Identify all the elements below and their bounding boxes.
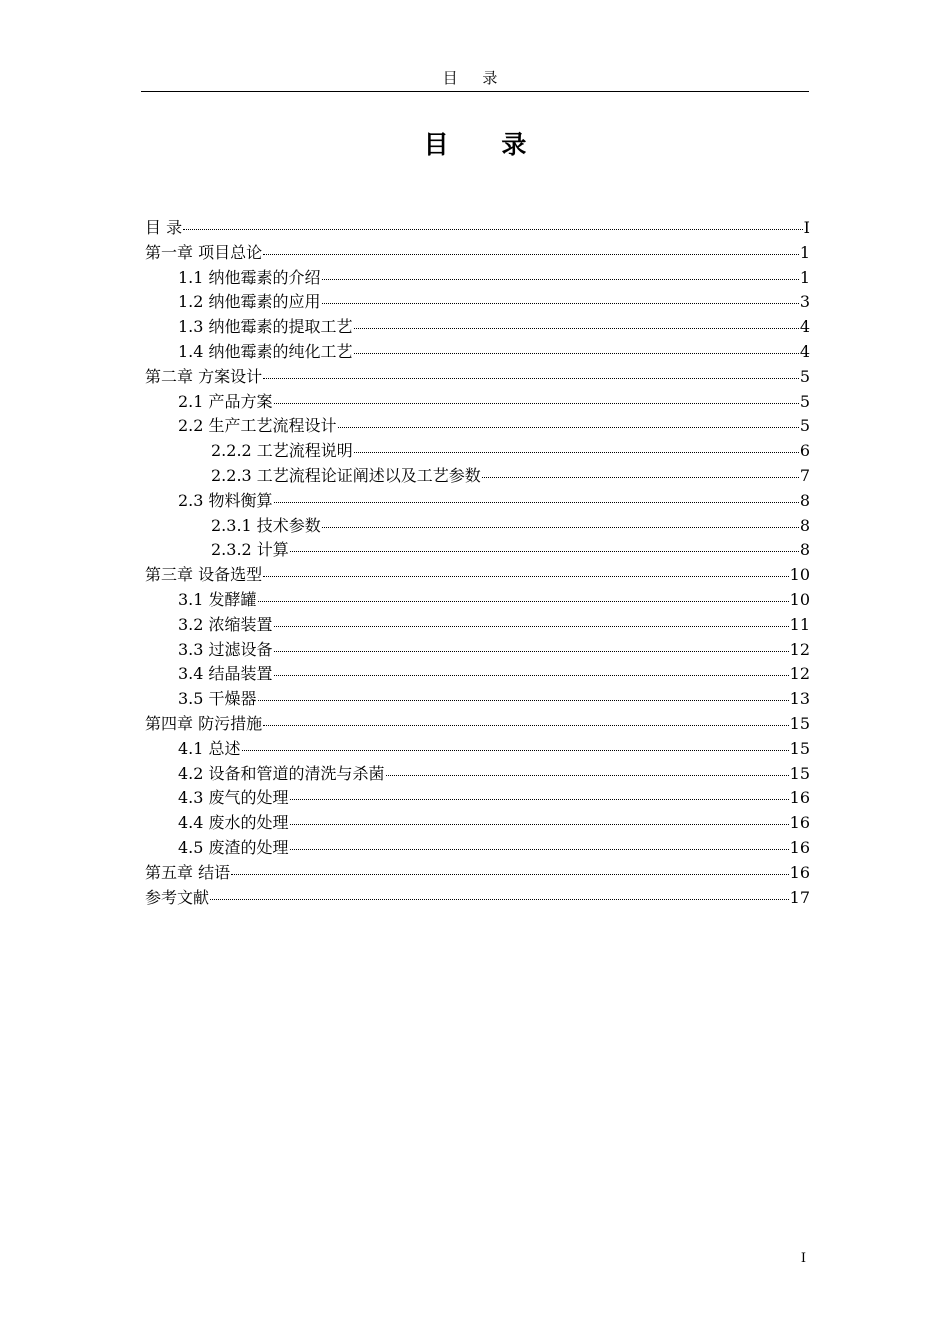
toc-entry-page: 13 <box>789 689 810 709</box>
toc-entry-page: 12 <box>789 664 810 684</box>
toc-entry[interactable] <box>145 786 810 811</box>
toc-entry-page: 16 <box>789 813 810 833</box>
toc-entry[interactable] <box>145 216 810 241</box>
toc-dot-leader <box>354 328 799 329</box>
toc-entry-label: 2.3.2 计算 <box>211 540 289 560</box>
toc-entry[interactable] <box>145 266 810 291</box>
toc-entry-page: 8 <box>799 540 810 560</box>
toc-dot-leader <box>322 527 799 528</box>
toc-entry-label: 2.2.2 工艺流程说明 <box>211 441 353 461</box>
running-header: 目 录 <box>442 69 508 87</box>
toc-dot-leader <box>274 626 789 627</box>
header-rule <box>141 91 809 92</box>
toc-dot-leader <box>322 279 799 280</box>
toc-entry-label: 4.4 废水的处理 <box>178 813 289 833</box>
toc-entry-label: 第五章 结语 <box>145 862 231 882</box>
toc-entry[interactable] <box>145 762 810 787</box>
toc-entry-label: 1.1 纳他霉素的介绍 <box>178 267 321 287</box>
toc-entry[interactable] <box>145 737 810 762</box>
toc-entry-page: 15 <box>789 738 810 758</box>
toc-entry[interactable] <box>145 439 810 464</box>
toc-entry-page: 5 <box>799 366 810 386</box>
toc-dot-leader <box>482 477 799 478</box>
toc-dot-leader <box>290 849 789 850</box>
toc-entry-page: 6 <box>799 441 810 461</box>
toc-dot-leader <box>386 775 789 776</box>
toc-entry[interactable] <box>145 588 810 613</box>
toc-entry[interactable] <box>145 290 810 315</box>
toc-entry[interactable] <box>145 662 810 687</box>
toc-entry-label: 4.3 废气的处理 <box>178 788 289 808</box>
toc-entry[interactable] <box>145 414 810 439</box>
toc-entry-label: 1.3 纳他霉素的提取工艺 <box>178 317 353 337</box>
toc-entry-page: 16 <box>789 837 810 857</box>
toc-entry-page: 8 <box>799 490 810 510</box>
toc-entry[interactable] <box>145 712 810 737</box>
toc-dot-leader <box>322 303 799 304</box>
toc-entry-page: 5 <box>799 416 810 436</box>
toc-entry[interactable] <box>145 340 810 365</box>
toc-dot-leader <box>263 725 789 726</box>
toc-entry[interactable] <box>145 563 810 588</box>
toc-entry[interactable] <box>145 811 810 836</box>
toc-entry-page: 16 <box>789 788 810 808</box>
toc-entry[interactable] <box>145 514 810 539</box>
toc-dot-leader <box>210 899 789 900</box>
toc-entry-page: 17 <box>789 887 810 907</box>
toc-entry-label: 3.5 干燥器 <box>178 689 257 709</box>
toc-entry-page: 4 <box>799 341 810 361</box>
toc-dot-leader <box>231 874 789 875</box>
toc-entry-page: 5 <box>799 391 810 411</box>
toc-dot-leader <box>242 750 789 751</box>
toc-dot-leader <box>290 799 789 800</box>
toc-dot-leader <box>263 378 799 379</box>
toc-entry-page: 15 <box>789 713 810 733</box>
toc-dot-leader <box>274 403 799 404</box>
toc-dot-leader <box>258 700 789 701</box>
toc-entry-label: 1.2 纳他霉素的应用 <box>178 292 321 312</box>
toc-dot-leader <box>274 502 799 503</box>
toc-entry-page: 1 <box>799 267 810 287</box>
toc-entry[interactable] <box>145 861 810 886</box>
toc-entry-label: 3.4 结晶装置 <box>178 664 273 684</box>
toc-entry[interactable] <box>145 365 810 390</box>
toc-entry-label: 4.1 总述 <box>178 738 241 758</box>
toc-entry-label: 第二章 方案设计 <box>145 366 263 386</box>
toc-dot-leader <box>290 551 799 552</box>
toc-entry-label: 4.2 设备和管道的清洗与杀菌 <box>178 763 385 783</box>
toc-dot-leader <box>274 651 789 652</box>
toc-entry[interactable] <box>145 538 810 563</box>
toc-entry-label: 2.2.3 工艺流程论证阐述以及工艺参数 <box>211 465 481 485</box>
toc-dot-leader <box>274 675 789 676</box>
toc-entry-label: 3.2 浓缩装置 <box>178 614 273 634</box>
toc-entry-label: 参考文献 <box>145 887 210 907</box>
toc-entry-page: 4 <box>799 317 810 337</box>
toc-entry-label: 第一章 项目总论 <box>145 242 263 262</box>
toc-entry-page: 1 <box>799 242 810 262</box>
toc-entry-page: 8 <box>799 515 810 535</box>
toc-entry-label: 目 录 <box>145 218 183 237</box>
toc-entry[interactable] <box>145 687 810 712</box>
toc-entry-label: 第三章 设备选型 <box>145 565 263 585</box>
toc-entry-page: 16 <box>789 862 810 882</box>
toc-dot-leader <box>354 353 799 354</box>
toc-entry-label: 4.5 废渣的处理 <box>178 837 289 857</box>
toc-dot-leader <box>354 452 799 453</box>
toc-entry[interactable] <box>145 638 810 663</box>
toc-dot-leader <box>338 427 799 428</box>
toc-entry-label: 2.1 产品方案 <box>178 391 273 411</box>
toc-entry-page: 10 <box>789 565 810 585</box>
toc-entry-label: 1.4 纳他霉素的纯化工艺 <box>178 341 353 361</box>
toc-entry-page: I <box>803 218 810 237</box>
toc-entry-label: 第四章 防污措施 <box>145 713 263 733</box>
toc-dot-leader <box>263 576 789 577</box>
toc-entry-page: 11 <box>789 614 810 634</box>
toc-entry-label: 3.3 过滤设备 <box>178 639 273 659</box>
toc-entry[interactable] <box>145 489 810 514</box>
toc-entry[interactable] <box>145 464 810 489</box>
toc-entry[interactable] <box>145 390 810 415</box>
toc-entry-label: 2.2 生产工艺流程设计 <box>178 416 337 436</box>
toc-entry-page: 7 <box>799 465 810 485</box>
toc-dot-leader <box>290 824 789 825</box>
toc-entry[interactable] <box>145 315 810 340</box>
toc-entry-label: 2.3 物料衡算 <box>178 490 273 510</box>
toc-dot-leader <box>183 229 803 230</box>
page-number: I <box>800 1251 806 1266</box>
toc-entry[interactable] <box>145 836 810 861</box>
toc-dot-leader <box>258 601 789 602</box>
toc-entry-page: 10 <box>789 589 810 609</box>
toc-dot-leader <box>263 254 799 255</box>
toc-entry-page: 15 <box>789 763 810 783</box>
toc-entry-label: 3.1 发酵罐 <box>178 589 257 609</box>
toc-entry-page: 12 <box>789 639 810 659</box>
toc-list <box>145 216 810 910</box>
toc-title: 目 录 <box>423 130 549 159</box>
toc-entry[interactable] <box>145 241 810 266</box>
toc-entry[interactable] <box>145 886 810 911</box>
toc-entry-label: 2.3.1 技术参数 <box>211 515 321 535</box>
toc-entry-page: 3 <box>799 292 810 312</box>
toc-entry[interactable] <box>145 613 810 638</box>
